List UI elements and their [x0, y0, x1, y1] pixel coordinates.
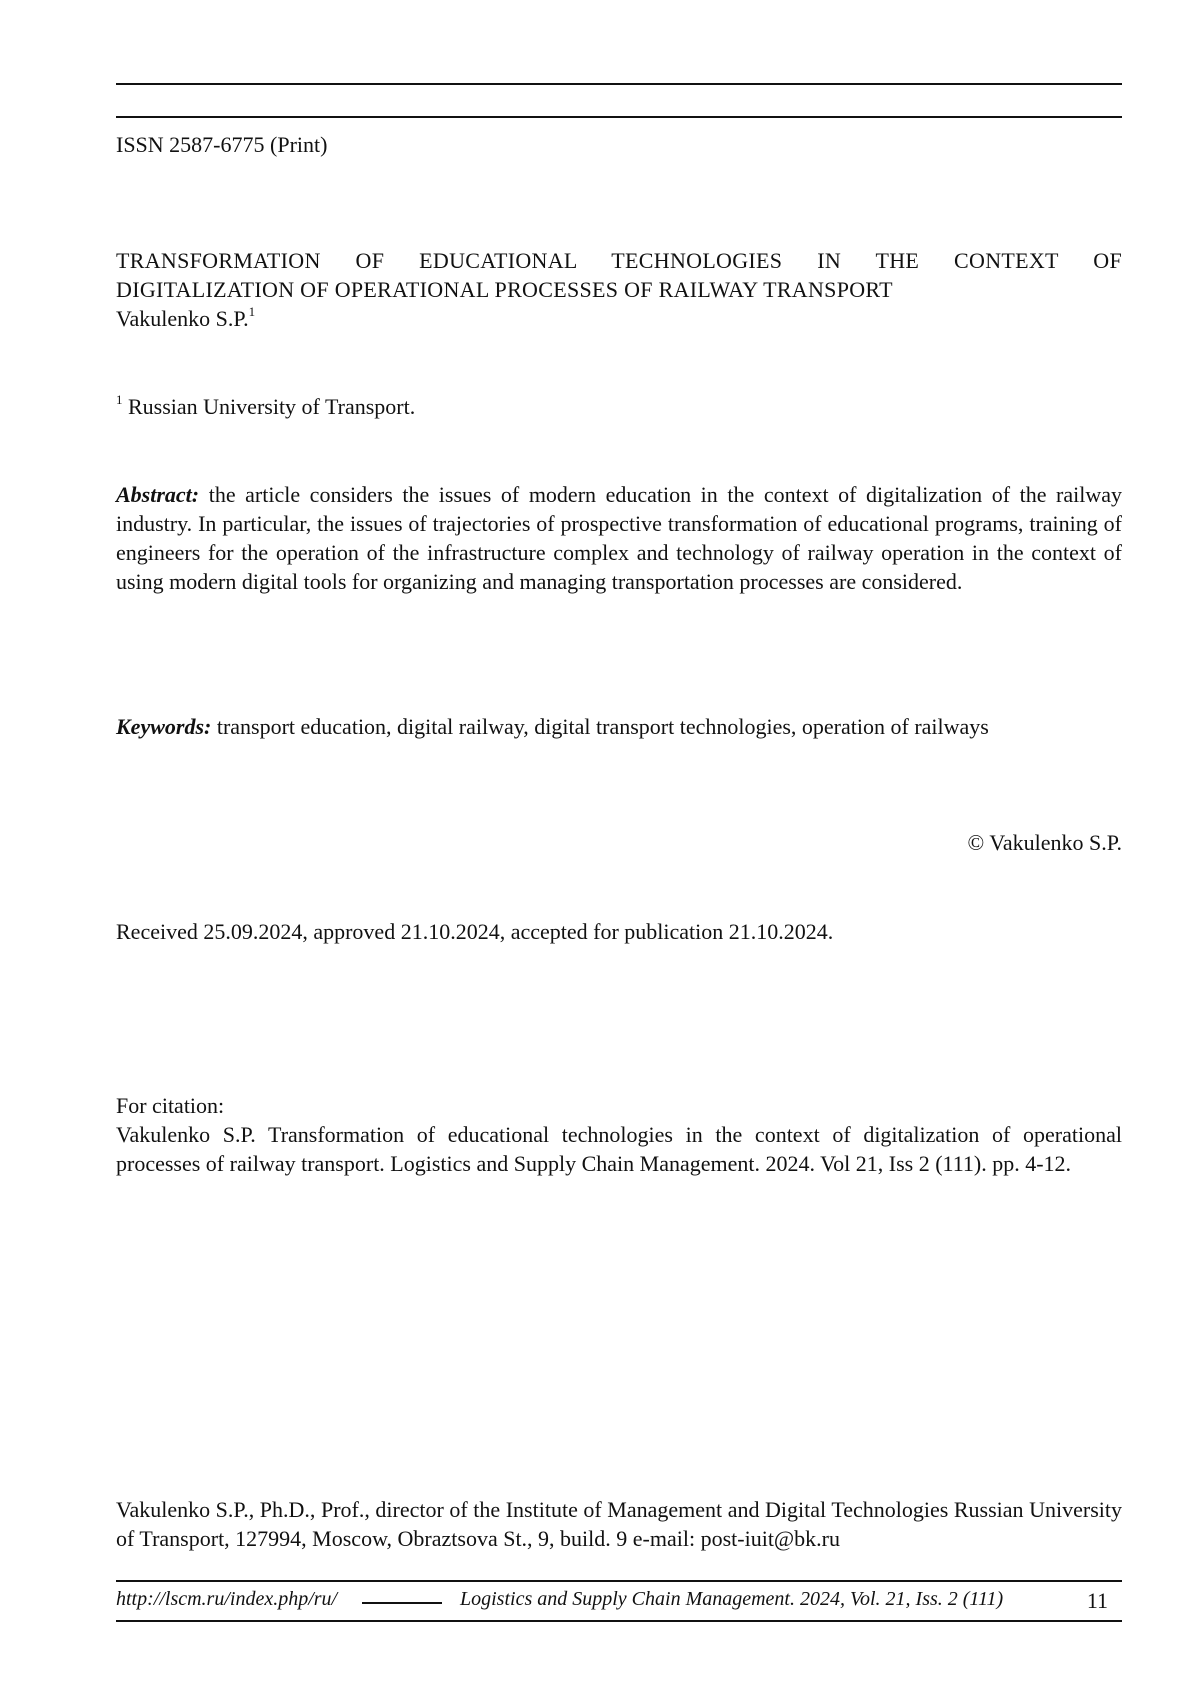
header-rule-top — [116, 83, 1122, 85]
page-number: 11 — [1086, 1588, 1108, 1613]
footer-rule-top — [116, 1580, 1122, 1582]
copyright-line: © Vakulenko S.P. — [967, 830, 1122, 855]
article-title-line-2: DIGITALIZATION OF OPERATIONAL PROCESSES OF RAILWAY TRANSPORT — [116, 277, 893, 302]
keywords — [116, 712, 1122, 741]
citation — [116, 1091, 1122, 1178]
affiliation — [116, 392, 1122, 421]
received-dates: Received 25.09.2024, approved 21.10.2024, accepted for publication 21.10.2024. — [116, 919, 834, 944]
keywords-text: transport education, digital railway, digital transport technologies, operation of railways — [216, 714, 989, 739]
journal-reference: Logistics and Supply Chain Management. 2024, Vol. 21, Iss. 2 (111) — [460, 1588, 1004, 1610]
citation-label: For citation: — [116, 1093, 225, 1118]
article-title-line-1: TRANSFORMATION OF EDUCATIONAL TECHNOLOGIES IN THE CONTEXT OF — [116, 248, 1122, 273]
page-footer — [116, 1586, 1122, 1616]
author-line — [116, 304, 1122, 333]
footer-rule-bottom — [116, 1620, 1122, 1622]
affiliation-marker: 1 — [116, 391, 123, 407]
author-name: Vakulenko S.P. — [116, 306, 249, 331]
affiliation-text: Russian University of Transport. — [128, 394, 416, 419]
abstract-text: the article considers the issues of modern education in the context of digitalization of the railway industry. In particular, the issues of trajectories of prospective transformation of educational programs, training of engineers for the operation of the infrastructure complex and technology of railway operation in the context of using modern digital tools for organizing and managing transportation processes are considered. — [116, 482, 1123, 594]
keywords-label: Keywords: — [116, 714, 212, 739]
author-info: Vakulenko S.P., Ph.D., Prof., director of the Institute of Management and Digital Technologies Russian University of Transport, 127994, Moscow, Obraztsova St., 9, build. 9 e-mail: post-iuit@bk.ru — [116, 1497, 1122, 1551]
abstract — [116, 480, 1122, 596]
citation-text: Vakulenko S.P. Transformation of educational technologies in the context of digitalization of operational processes of railway transport. Logistics and Supply Chain Management. 2024. Vol 21, Iss 2 (111). pp. 4-12. — [116, 1122, 1122, 1176]
journal-url-link[interactable]: http://lscm.ru/index.php/ru/ — [116, 1588, 338, 1610]
issn-line: ISSN 2587-6775 (Print) — [116, 132, 328, 157]
header-rule-bottom — [116, 116, 1122, 118]
abstract-label: Abstract: — [116, 482, 200, 507]
article-title — [116, 246, 1122, 333]
footer-separator — [362, 1602, 442, 1604]
author-affiliation-marker: 1 — [248, 303, 256, 319]
